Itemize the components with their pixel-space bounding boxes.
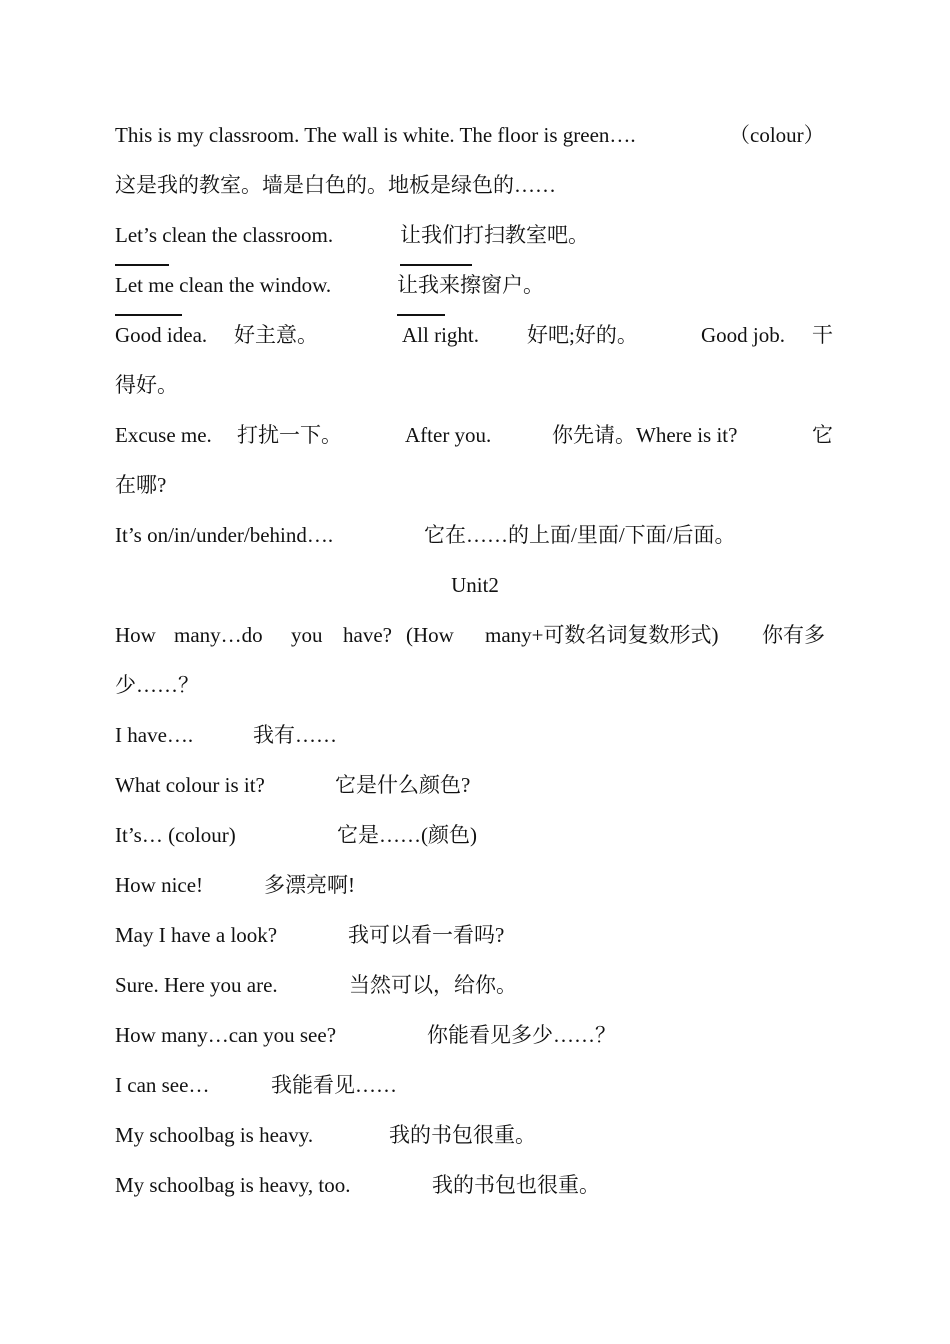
chinese-translation: 我能看见…… (271, 1073, 397, 1097)
underlined-phrase: Let’s (115, 223, 157, 247)
english-sentence: It’s… (colour) (115, 823, 236, 847)
text-line (115, 510, 835, 560)
sentence-rest: clean the classroom. (157, 223, 334, 247)
text-line (115, 160, 835, 210)
english-phrase: After you. (405, 423, 492, 447)
chinese-translation: 你能看见多少……？ (427, 1023, 616, 1047)
chinese-translation: 我有…… (253, 723, 337, 747)
chinese-translation: 当然可以，给你。 (349, 973, 517, 997)
text-line (115, 1060, 835, 1110)
chinese-translation: 它 (812, 423, 833, 447)
text-line (115, 110, 835, 160)
english-sentence: I can see… (115, 1073, 210, 1097)
text-line (115, 1160, 835, 1210)
chinese-translation: 它是什么颜色? (335, 773, 471, 797)
text-line (115, 710, 835, 760)
underlined-phrase: Let me (115, 273, 174, 297)
word: you (291, 623, 323, 647)
underlined-phrase: 让我们 (400, 223, 463, 247)
chinese-translation: 多漂亮啊! (264, 873, 355, 897)
text-line (115, 360, 835, 410)
english-sentence: Sure. Here you are. (115, 973, 278, 997)
note: （colour） (729, 123, 825, 147)
text-line (115, 1110, 835, 1160)
word: have? (343, 623, 392, 647)
english-sentence: May I have a look? (115, 923, 278, 947)
chinese-translation (397, 260, 544, 310)
section-heading (115, 560, 835, 610)
chinese-translation: 打扰一下。 (237, 423, 342, 447)
text-line (115, 610, 835, 660)
word: How (115, 623, 156, 647)
english-phrase: Good idea. (115, 323, 208, 347)
english-sentence (115, 260, 331, 310)
translation-rest: 打扫教室吧。 (463, 223, 589, 247)
text-line (115, 660, 835, 710)
unit-title: Unit2 (451, 573, 499, 597)
english-sentence: How nice! (115, 873, 204, 897)
english-sentence: I have…. (115, 723, 194, 747)
text-line (115, 460, 835, 510)
text-line (115, 310, 835, 360)
english-sentence: My schoolbag is heavy, too. (115, 1173, 351, 1197)
english-sentence: My schoolbag is heavy. (115, 1123, 314, 1147)
text-line (115, 860, 835, 910)
word: many…do (174, 623, 263, 647)
text-line (115, 960, 835, 1010)
chinese-translation: 得好。 (115, 373, 178, 397)
chinese-translation: 我可以看一看吗? (348, 923, 505, 947)
word: many+可数名词复数形式) (485, 623, 719, 647)
english-sentence: It’s on/in/under/behind…. (115, 523, 334, 547)
english-sentence: What colour is it? (115, 773, 265, 797)
sentence-rest: clean the window. (173, 273, 332, 297)
chinese-translation: 少……？ (115, 673, 199, 697)
english-phrase: Good job. (701, 323, 785, 347)
text-line (115, 760, 835, 810)
english-phrase: All right. (402, 323, 479, 347)
chinese-translation: 我的书包也很重。 (432, 1173, 600, 1197)
english-sentence: This is my classroom. The wall is white. The floor is green…. (115, 123, 636, 147)
chinese-translation: 你有多 (762, 623, 825, 647)
chinese-translation: 我的书包很重。 (389, 1123, 536, 1147)
word: (How (406, 623, 454, 647)
underlined-phrase: 让我 (397, 273, 439, 297)
chinese-translation: 好主意。 (234, 323, 318, 347)
text-line (115, 910, 835, 960)
chinese-translation (400, 210, 589, 260)
translation-rest: 来擦窗户。 (439, 273, 544, 297)
english-sentence (115, 210, 333, 260)
text-line (115, 210, 835, 260)
chinese-translation: 好吧;好的。 (527, 323, 638, 347)
english-sentence: How many…can you see? (115, 1023, 337, 1047)
text-line (115, 260, 835, 310)
chinese-translation: 在哪? (115, 473, 167, 497)
chinese-translation: 干 (812, 323, 833, 347)
chinese-translation: 你先请。Where is it? (552, 423, 738, 447)
english-phrase: Excuse me. (115, 423, 212, 447)
text-line (115, 410, 835, 460)
text-line (115, 1010, 835, 1060)
chinese-translation: 这是我的教室。墙是白色的。地板是绿色的…… (115, 173, 556, 197)
chinese-translation: 它是……(颜色) (337, 823, 477, 847)
text-line (115, 810, 835, 860)
chinese-translation: 它在……的上面/里面/下面/后面。 (424, 523, 736, 547)
